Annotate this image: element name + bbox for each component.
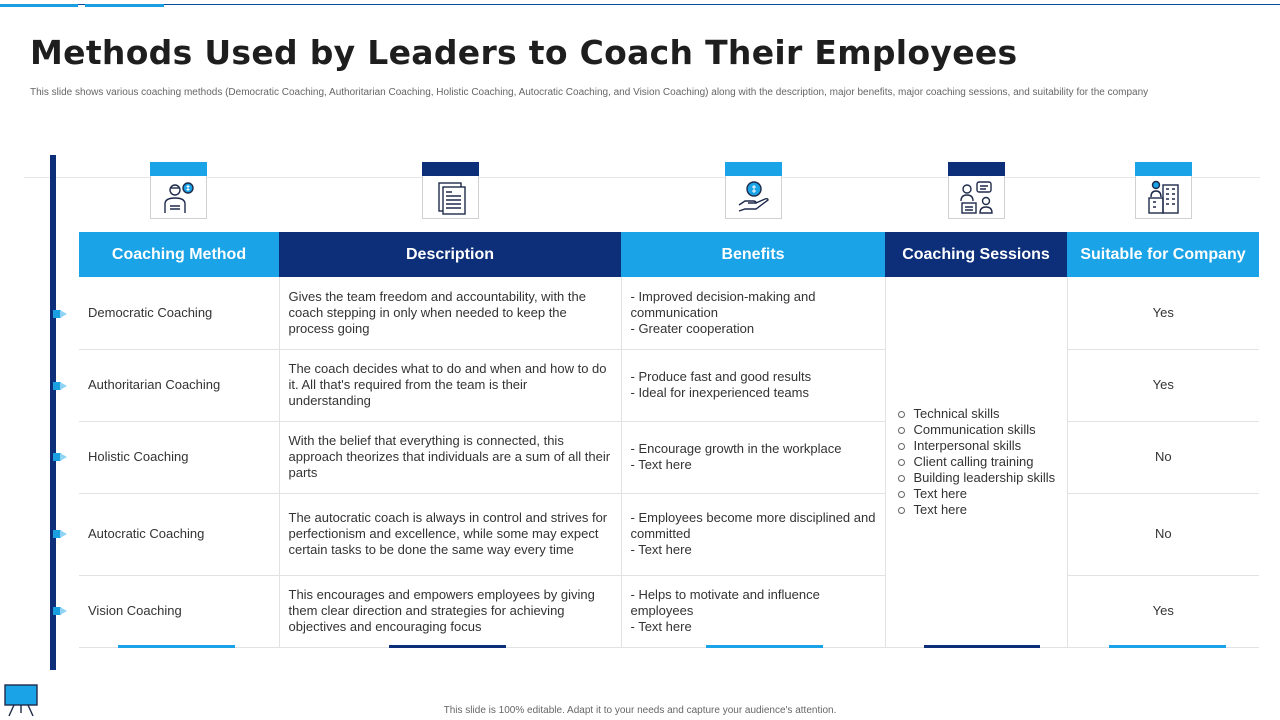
session-item: Text here: [896, 502, 1058, 518]
benefits-cell: [621, 349, 885, 421]
coaching-method-icon-box: [150, 162, 207, 219]
row-marker: [53, 453, 69, 461]
footer-note: This slide is 100% editable. Adapt it to your needs and capture your audience's attention.: [443, 705, 837, 716]
description-cell: The autocratic coach is always in control and strives for perfectionism and excellence, while some may expect certain tasks to be done the same way every time: [279, 493, 621, 575]
session-item: Building leadership skills: [896, 470, 1058, 486]
benefits-cell: [621, 421, 885, 493]
benefit-line: - Ideal for inexperienced teams: [630, 385, 809, 400]
table-row: [79, 493, 1259, 575]
benefits-icon-box: [725, 162, 782, 219]
column-bottom-accent: [706, 645, 823, 648]
table-row: [79, 421, 1259, 493]
header-guide-line: [24, 177, 1260, 178]
row-marker: [53, 310, 69, 318]
benefits-cell: [621, 277, 885, 349]
benefit-line: - Text here: [630, 457, 692, 472]
benefit-line: - Text here: [630, 619, 692, 634]
page-subtitle: This slide shows various coaching methods (Democratic Coaching, Authoritarian Coaching, Holistic Coaching, Autocratic Coaching, and Vision Coaching) along with the description, major benefits, major coaching sessions, and suitability for the company: [30, 87, 1149, 98]
column-bottom-accent: [118, 645, 235, 648]
suitable-cell: Yes: [1067, 349, 1259, 421]
description-cell: The coach decides what to do and when and how to do it. All that's required from the team is their understanding: [279, 349, 621, 421]
building-person-icon: [1146, 179, 1182, 215]
method-cell: Vision Coaching: [79, 575, 279, 647]
suitable-cell: Yes: [1067, 575, 1259, 647]
table-row: [79, 349, 1259, 421]
session-item: Client calling training: [896, 454, 1058, 470]
benefit-line: - Encourage growth in the workplace: [630, 441, 842, 456]
header-description: Description: [279, 232, 621, 277]
column-bottom-accent: [389, 645, 506, 648]
benefit-line: - Produce fast and good results: [630, 369, 812, 384]
row-marker: [53, 530, 69, 538]
description-cell: This encourages and empowers employees by giving them clear direction and strategies for achieving objectives and encouraging focus: [279, 575, 621, 647]
row-marker: [53, 607, 69, 615]
header-benefits: Benefits: [621, 232, 885, 277]
header-coaching-sessions: Coaching Sessions: [885, 232, 1067, 277]
coaching-sessions-cell: [885, 277, 1067, 647]
method-cell: Holistic Coaching: [79, 421, 279, 493]
suitable-cell: No: [1067, 493, 1259, 575]
suitable-company-icon-box: [1135, 162, 1192, 219]
meeting-icon: [959, 179, 995, 215]
page-title: Methods Used by Leaders to Coach Their Employees: [30, 33, 1018, 72]
benefits-cell: [621, 575, 885, 647]
benefits-cell: [621, 493, 885, 575]
employee-money-icon: [161, 179, 197, 215]
benefit-line: - Employees become more disciplined and committed: [630, 510, 876, 541]
session-item: Technical skills: [896, 406, 1058, 422]
column-bottom-accent: [1109, 645, 1226, 648]
method-cell: Authoritarian Coaching: [79, 349, 279, 421]
coaching-methods-table: [79, 232, 1259, 648]
benefit-line: - Helps to motivate and influence employees: [630, 587, 820, 618]
description-icon-box: [422, 162, 479, 219]
left-rail: [50, 155, 56, 670]
row-marker: [53, 382, 69, 390]
suitable-cell: Yes: [1067, 277, 1259, 349]
coaching-sessions-icon-box: [948, 162, 1005, 219]
benefit-line: - Improved decision-making and communication: [630, 288, 816, 320]
suitable-cell: No: [1067, 421, 1259, 493]
table-header-row: [79, 232, 1259, 277]
top-divider: [0, 4, 1280, 5]
top-accent-bar: [0, 4, 78, 7]
table-row: [79, 277, 1259, 349]
benefit-line: - Text here: [630, 542, 692, 557]
sessions-list: [896, 406, 1058, 518]
header-suitable-for-company: Suitable for Company: [1067, 232, 1259, 277]
column-bottom-accent: [924, 645, 1040, 648]
method-cell: Democratic Coaching: [79, 277, 279, 349]
top-accent-bar: [85, 4, 164, 7]
table-row: [79, 575, 1259, 647]
session-item: Interpersonal skills: [896, 438, 1058, 454]
hand-coin-icon: [736, 179, 772, 215]
session-item: Communication skills: [896, 422, 1058, 438]
description-cell: Gives the team freedom and accountability, with the coach stepping in only when needed to keep the process going: [279, 277, 621, 349]
session-item: Text here: [896, 486, 1058, 502]
header-coaching-method: Coaching Method: [79, 232, 279, 277]
benefit-line: - Greater cooperation: [630, 320, 755, 336]
method-cell: Autocratic Coaching: [79, 493, 279, 575]
document-icon: [433, 179, 469, 215]
description-cell: With the belief that everything is connected, this approach theorizes that individuals are a sum of all their parts: [279, 421, 621, 493]
